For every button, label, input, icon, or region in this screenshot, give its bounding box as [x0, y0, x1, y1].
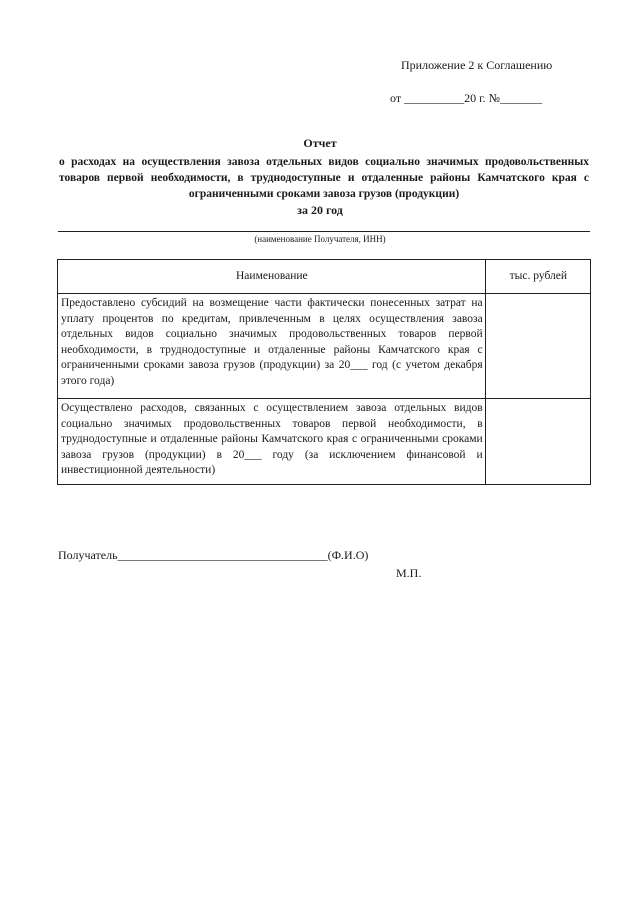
signature-line: Получатель___________________________________(Ф.И.О) — [58, 548, 369, 562]
row-subsidies-value — [485, 294, 590, 399]
report-year-line: за 20 год — [297, 203, 343, 217]
report-table — [57, 259, 591, 485]
table-row — [58, 294, 591, 399]
header-name: Наименование — [58, 260, 486, 294]
report-title: Отчет — [303, 136, 337, 150]
recipient-fill-line — [58, 231, 590, 232]
report-subject: о расходах на осуществления завоза отдельных видов социально значимых продовольственных товаров первой необходимости, в труднодоступные и отдаленные районы Камчатского края с ограниченными сроками завоза грузов (продукции) — [59, 156, 589, 200]
recipient-caption: (наименование Получателя, ИНН) — [254, 234, 386, 244]
row-expenses-value — [485, 399, 590, 485]
table-header-row — [58, 260, 591, 294]
stamp-place: М.П. — [396, 566, 422, 580]
date-number-line: от __________20 г. №_______ — [390, 91, 543, 105]
table-row — [58, 399, 591, 485]
row-expenses-name: Осуществлено расходов, связанных с осуществлением завоза отдельных видов социально значимых продовольственных товаров первой необходимости, в труднодоступные и отдаленные районы Камчатского края с ограниченными сроками завоза грузов (продукции) в 20___ году (за исключением финансовой и инвестиционной деятельности) — [58, 399, 486, 485]
row-subsidies-name: Предоставлено субсидий на возмещение части фактически понесенных затрат на уплату процентов по кредитам, привлеченным в целях осуществления завоза отдельных видов социально значимых продовольственных товаров первой необходимости, в труднодоступные и отдаленные районы Камчатского края с ограниченными сроками завоза грузов (продукции) за 20___ год (с учетом декабря этого года) — [58, 294, 486, 399]
header-value: тыс. рублей — [485, 260, 590, 294]
appendix-reference: Приложение 2 к Соглашению — [401, 58, 553, 72]
